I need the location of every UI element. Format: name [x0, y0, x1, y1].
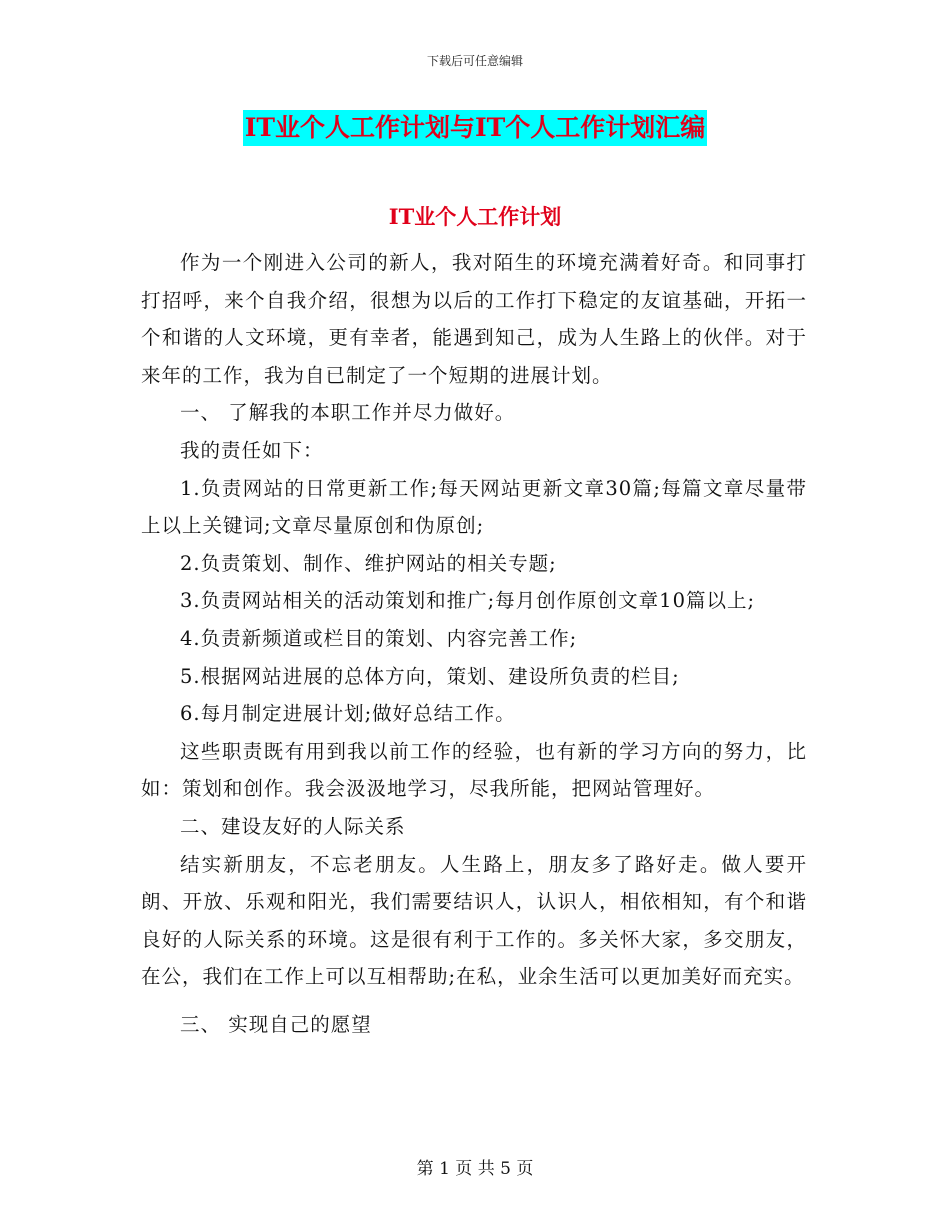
list-item-duty-2: 2.负责策划、制作、维护网站的相关专题; — [180, 551, 557, 575]
section-title: IT业个人工作计划 — [388, 204, 562, 229]
list-item-duty-5: 5.根据网站进展的总体方向，策划、建设所负责的栏目; — [180, 664, 680, 688]
paragraph-relationships: 结实新朋友，不忘老朋友。人生路上，朋友多了路好走。做人要开朗、开放、乐观和阳光，我们需要结识人，认识人，相依相知，有个和谐良好的人际关系的环境。这是很有利于工作的。多关怀大家，多交朋友，在公，我们在工作上可以互相帮助;在私，业余生活可以更加美好而充实。 — [141, 852, 807, 989]
list-item-duty-6: 6.每月制定进展计划;做好总结工作。 — [180, 702, 516, 726]
document-body — [141, 244, 807, 1043]
document-title-container — [0, 110, 950, 146]
heading-item-1: 一、 了解我的本职工作并尽力做好。 — [180, 401, 516, 425]
paragraph-intro: 作为一个刚进入公司的新人，我对陌生的环境充满着好奇。和同事打打招呼，来个自我介绍，很想为以后的工作打下稳定的友谊基础，开拓一个和谐的人文环境，更有幸者，能遇到知己，成为人生路上的伙伴。对于来年的工作，我为自已制定了一个短期的进展计划。 — [141, 251, 807, 387]
paragraph-duties-intro: 我的责任如下： — [180, 438, 324, 462]
page-number-footer: 第 1 页 共 5 页 — [416, 1159, 534, 1179]
heading-item-3: 三、 实现自己的愿望 — [180, 1012, 372, 1036]
document-title: IT业个人工作计划与IT个人工作计划汇编 — [243, 110, 708, 146]
list-item-duty-1: 1.负责网站的日常更新工作;每天网站更新文章30篇;每篇文章尽量带上以上关键词;文章尽量原创和伪原创; — [141, 476, 807, 538]
list-item-duty-4: 4.负责新频道或栏目的策划、内容完善工作; — [180, 626, 578, 650]
list-item-duty-3: 3.负责网站相关的活动策划和推广;每月创作原创文章10篇以上; — [180, 589, 756, 613]
heading-item-2: 二、建设友好的人际关系 — [180, 814, 406, 838]
header-note: 下载后可任意编辑 — [426, 54, 523, 68]
paragraph-duties-summary: 这些职责既有用到我以前工作的经验，也有新的学习方向的努力，比如：策划和创作。我会汲汲地学习，尽我所能，把网站管理好。 — [141, 739, 807, 801]
